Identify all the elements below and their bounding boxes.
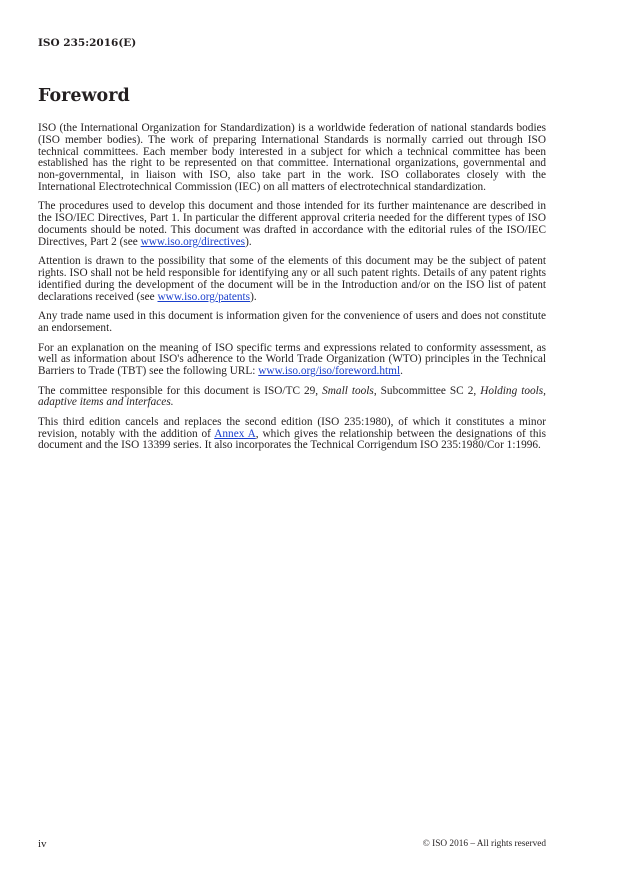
paragraph-iso-overview: ISO (the International Organization for Standardization) is a worldwide federation of national standards bodies (ISO member bodies). The work of preparing International Standards is normally carried out through ISO technical committees. Each member body interested in a subject for which a technical committee has been established has the right to be represented on that committee. International organizations, governmental and non-governmental, in liaison with ISO, also take part in the work. ISO collaborates closely with the International Electrotechnical Commission (IEC) on all matters of electrotechnical standardization. [38,122,546,193]
link-patents[interactable]: www.iso.org/patents [157,290,251,303]
paragraph-text: ). [245,235,252,248]
document-id-header: ISO 235:2016(E) [38,37,137,49]
paragraph-procedures [38,201,546,248]
paragraph-text: The procedures used to develop this document and those intended for its further maintenance are described in the ISO/IEC Directives, Part 1. In particular the different approval criteria needed for the different types of ISO documents should be noted. This document was drafted in accordance with the editorial rules of the ISO/IEC Directives, Part 2 (see [38,200,546,248]
paragraph-text: This third edition cancels and replaces the second edition (ISO 235:1980), of which it constitutes a minor revision, notably with the addition of [38,415,546,440]
paragraph-trade-name: Any trade name used in this document is information given for the convenience of users and does not constitute an endorsement. [38,310,546,335]
link-directives[interactable]: www.iso.org/directives [140,235,246,248]
paragraph-text: ). [250,290,257,303]
paragraph-patents [38,256,546,303]
committee-name: Small tools [322,384,374,397]
paragraph-edition [38,417,546,452]
paragraph-committee [38,386,546,410]
paragraph-text: , Subcommittee SC 2, [373,384,481,397]
link-annex-a[interactable]: Annex A [214,427,256,440]
subcommittee-name: Holding tools, adaptive items and interfaces. [38,384,547,409]
paragraph-text: The committee responsible for this document is ISO/TC 29, [38,384,323,397]
copyright-notice: © ISO 2016 – All rights reserved [422,839,546,849]
link-foreword[interactable]: www.iso.org/iso/foreword.html [258,365,401,378]
page-number: iv [38,838,47,850]
paragraph-text: , which gives the relationship between the designations of this document and the ISO 13399 series. It also incorporates the Technical Corrigendum ISO 235:1980/Cor 1:1996. [38,427,546,452]
paragraph-conformity [38,343,546,378]
paragraph-text: . [400,365,403,378]
paragraph-text: Attention is drawn to the possibility that some of the elements of this document may be the subject of patent rights. ISO shall not be held responsible for identifying any or all such patent rights. Details of any patent rights identified during the development of the document will be in the Introduction and/or on the ISO list of patent declarations received (see [38,255,546,303]
paragraph-text: For an explanation on the meaning of ISO specific terms and expressions related to conformity assessment, as well as information about ISO's adherence to the World Trade Organization (WTO) principles in the Technical Barriers to Trade (TBT) see the following URL: [38,341,546,378]
foreword-body [38,123,546,460]
section-title: Foreword [38,86,130,106]
